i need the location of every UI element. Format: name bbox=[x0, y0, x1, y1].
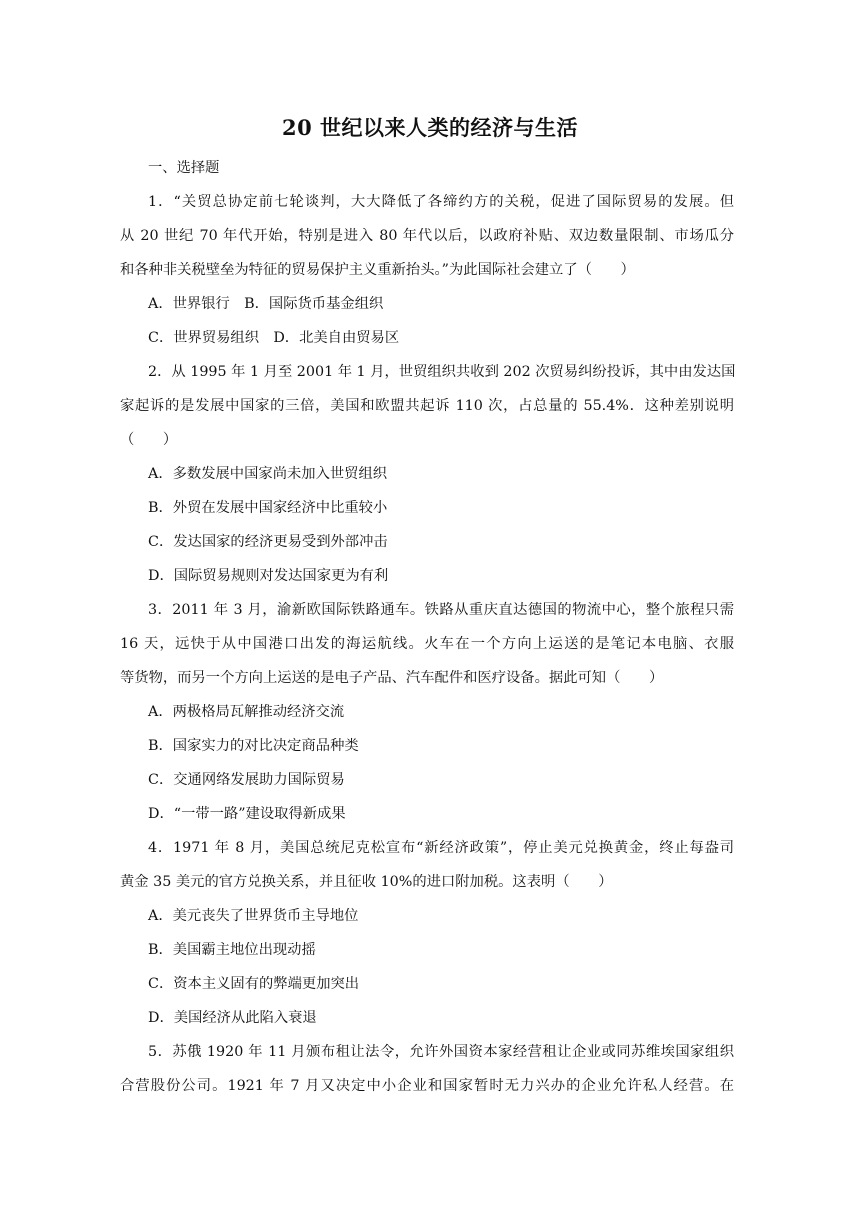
question-1-stem-line-2: 从 20 世纪 70 年代开始，特别是进入 80 年代以后，以政府补贴、双边数量限制、市场瓜分 bbox=[120, 228, 734, 244]
question-2-option-c: C．发达国家的经济更易受到外部冲击 bbox=[148, 534, 388, 550]
question-1-stem-line-1: 1．“关贸总协定前七轮谈判，大大降低了各缔约方的关税，促进了国际贸易的发展。但 bbox=[148, 194, 734, 210]
question-3-stem-line-1: 3．2011 年 3 月，渝新欧国际铁路通车。铁路从重庆直达德国的物流中心，整个旅程只需 bbox=[148, 602, 734, 618]
question-4-option-b: B．美国霸主地位出现动摇 bbox=[148, 942, 316, 958]
question-3-option-a: A．两极格局瓦解推动经济交流 bbox=[148, 704, 345, 720]
question-4-option-a: A．美元丧失了世界货币主导地位 bbox=[148, 908, 359, 924]
question-4-stem-line-2: 黄金 35 美元的官方兑换关系，并且征收 10%的进口附加税。这表明（ ） bbox=[120, 874, 613, 890]
question-2-stem-line-3: （ ） bbox=[120, 432, 178, 448]
question-2-option-a: A．多数发展中国家尚未加入世贸组织 bbox=[148, 466, 388, 482]
question-4-stem-line-1: 4．1971 年 8 月，美国总统尼克松宣布“新经济政策”，停止美元兑换黄金，终止每盎司 bbox=[148, 840, 734, 856]
question-1-stem-line-3: 和各种非关税壁垒为特征的贸易保护主义重新抬头。”为此国际社会建立了（ ） bbox=[120, 262, 635, 278]
document-title: 20 世纪以来人类的经济与生活 bbox=[281, 115, 579, 140]
question-2-option-b: B．外贸在发展中国家经济中比重较小 bbox=[148, 500, 388, 516]
question-4-option-c: C．资本主义固有的弊端更加突出 bbox=[148, 976, 360, 992]
question-2-stem-line-1: 2．从 1995 年 1 月至 2001 年 1 月，世贸组织共收到 202 次贸易纠纷投诉，其中由发达国 bbox=[148, 364, 736, 380]
section-heading: 一、选择题 bbox=[148, 160, 220, 176]
document-body bbox=[120, 151, 734, 1103]
question-4-option-d: D．美国经济从此陷入衰退 bbox=[148, 1010, 317, 1026]
question-1-option-line-2: C．世界贸易组织 D．北美自由贸易区 bbox=[148, 330, 400, 346]
question-2-stem-line-2: 家起诉的是发展中国家的三倍，美国和欧盟共起诉 110 次，占总量的 55.4%．这种差别说明 bbox=[120, 398, 734, 414]
question-3-option-d: D．“一带一路”建设取得新成果 bbox=[148, 806, 346, 822]
question-1-option-line-1: A．世界银行 B．国际货币基金组织 bbox=[148, 296, 384, 312]
question-5-stem-line-2: 合营股份公司。1921 年 7 月又决定中小企业和国家暂时无力兴办的企业允许私人经营。在 bbox=[120, 1078, 734, 1094]
question-5-stem-line-1: 5．苏俄 1920 年 11 月颁布租让法令，允许外国资本家经营租让企业或同苏维埃国家组织 bbox=[148, 1044, 734, 1060]
question-2-option-d: D．国际贸易规则对发达国家更为有利 bbox=[148, 568, 389, 584]
question-3-stem-line-2: 16 天，远快于从中国港口出发的海运航线。火车在一个方向上运送的是笔记本电脑、衣服 bbox=[120, 636, 734, 652]
question-3-option-c: C．交通网络发展助力国际贸易 bbox=[148, 772, 345, 788]
question-3-stem-line-3: 等货物，而另一个方向上运送的是电子产品、汽车配件和医疗设备。据此可知（ ） bbox=[120, 670, 664, 686]
question-3-option-b: B．国家实力的对比决定商品种类 bbox=[148, 738, 359, 754]
